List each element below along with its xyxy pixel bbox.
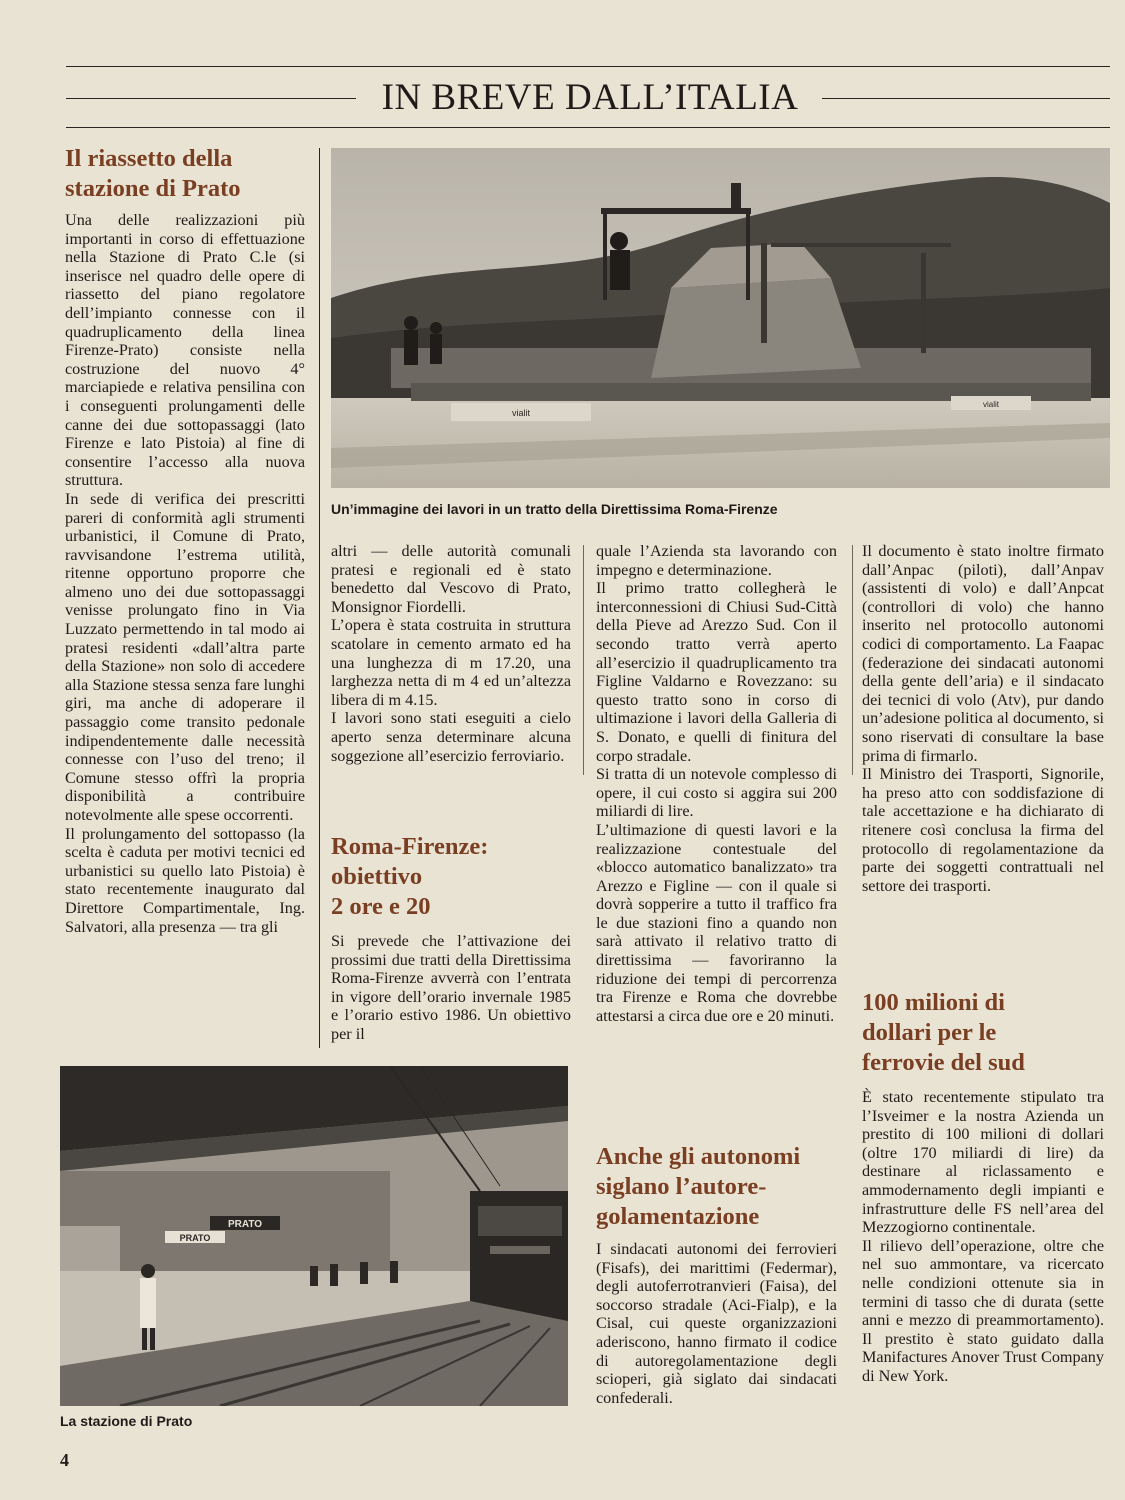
station-sign-2: PRATO xyxy=(179,1233,211,1243)
header-bottom-rule xyxy=(66,127,1110,128)
article-roma-paragraph-1-cont: quale l’Azienda sta lavorando con impegno e determinazione. xyxy=(596,542,837,579)
article-prato-paragraph-2: In sede di verifica dei prescritti pareri di conformità agli strumenti urbanistici, il Comune di Prato, ravvisandone l’estrema utilità, ritenne opportuno proporre che almeno uno dei due sottopassaggi venisse prolungato fino in Via Luzzato permettendo in tal modo ai pratesi residenti «dall’altra parte della Stazione» non solo di accedere alla Stazione stessa senza fare lunghi giri, ma anche di adoperare il passaggio come transito pedonale indipendentemente dalle necessità connesse con l’uso del treno; il Comune stesso offrì la propria disponibilità a contribuire notevolmente alle spese occorrenti. xyxy=(65,489,305,824)
article-dollari-title-line2: dollari per le xyxy=(862,1019,997,1046)
article-autonomi-paragraph-3: Il Ministro dei Trasporti, Signorile, ha preso atto con soddisfazione di tale accettazione e ha dichiarato di ritenere così conclusa la firma del protocollo di regolamentazione da parte dei soggetti contrattuali nel settore dei trasporti. xyxy=(862,765,1104,895)
column-rule-2 xyxy=(583,545,584,775)
article-autonomi-title xyxy=(596,1142,846,1232)
station-sign-1: PRATO xyxy=(227,1219,263,1230)
article-roma-paragraph-4: L’ultimazione di questi lavori e la realizzazione contestuale del «blocco automatico banalizzato» tra Arezzo e Figline — con il quale si dovrà sopperire a tutto il traffico fra le due stazioni fino a quando non sarà attivato il relativo tratto di direttissima — favoriranno la riduzione dei tempi di percorrenza tra Firenze e Roma che dovrebbe attestarsi a circa due ore e 20 minuti. xyxy=(596,820,837,1025)
article-prato-body xyxy=(65,211,305,936)
column-rule-1 xyxy=(319,148,320,1048)
article-autonomi-paragraph-2: Il documento è stato inoltre firmato dall’Anpac (piloti), dall’Anpav (assistenti di volo) e dall’Anpcat (controllori di volo) che hanno inserito nel protocollo autonomi codici di comportamento. La Faapac (federazione dei sindacati autonomi della gente dell’aria) e il sindacato dei tecnici di volo (Atv), pur dando un’adesione politica al documento, si sono riservati di consultare la base prima di firmarlo. xyxy=(862,542,1104,765)
article-dollari-title-line1: 100 milioni di xyxy=(862,989,1005,1016)
header-right-rule xyxy=(822,98,1110,99)
photo-construction xyxy=(331,148,1110,488)
article-dollari-title-line3: ferrovie del sud xyxy=(862,1049,1025,1076)
photo-prato-station xyxy=(60,1066,568,1406)
article-autonomi-title-line1: Anche gli autonomi xyxy=(596,1143,801,1170)
article-roma-continuation xyxy=(596,542,837,1025)
article-prato-continuation xyxy=(331,542,571,765)
article-roma-paragraph-1: Si prevede che l’attivazione dei prossimi due tratti della Direttissima Roma-Firenze avverrà con l’entrata in vigore dell’orario invernale 1985 e l’orario estivo 1986. Un obiettivo per il xyxy=(331,932,571,1043)
article-roma-title-line2: obiettivo xyxy=(331,863,423,890)
article-autonomi-continuation xyxy=(862,542,1104,895)
construction-machine-illustration xyxy=(331,148,1110,488)
section-title: IN BREVE DALL’ITALIA xyxy=(360,76,820,120)
article-autonomi-body-start xyxy=(596,1240,837,1407)
machine-label-1: vialit xyxy=(511,408,531,418)
article-roma-title-line1: Roma-Firenze: xyxy=(331,833,489,860)
article-autonomi-title-line2: siglano l’autore- xyxy=(596,1173,767,1200)
article-prato-title xyxy=(65,144,315,204)
article-roma-paragraph-3: Si tratta di un notevole complesso di opere, il cui costo si aggira sui 200 miliardi di lire. xyxy=(596,765,837,821)
article-roma-body-start xyxy=(331,932,571,1044)
article-roma-paragraph-2: Il primo tratto collegherà le interconnessioni di Chiusi Sud-Città della Pieve ad Arezzo Sud. Con il secondo tratto verrà aperto all’esercizio il quadruplicamento tra Figline Valdarno e Rovezzano: su questo tratto sono in corso di ultimazione i lavori della Galleria di S. Donato, e quelli di finitura del corpo stradale. xyxy=(596,579,837,765)
header-top-rule xyxy=(66,66,1110,67)
page-number: 4 xyxy=(60,1450,69,1470)
article-roma-title xyxy=(331,832,571,922)
article-roma-title-line3: 2 ore e 20 xyxy=(331,893,431,920)
article-prato-paragraph-1: Una delle realizzazioni più importanti in corso di effettuazione nella Stazione di Prato C.le (si inserisce nel quadro delle opere di riassetto del piano regolatore dell’impianto connesse con il quadruplicamento della linea Firenze-Prato) consiste nella costruzione del nuovo 4° marciapiede e relativa pensilina con i conseguenti prolungamenti delle canne dei due sottopassaggi (lato Firenze e lato Pistoia) al fine di consentire l’accesso alla nuova struttura. xyxy=(65,211,305,490)
article-prato-paragraph-3: Il prolungamento del sottopasso (la scelta è caduta per motivi tecnici ed urbanistici su quello lato Pistoia) è stato recentemente inaugurato dal Direttore Compartimentale, Ing. Salvatori, alla presenza — tra gli xyxy=(65,824,305,936)
article-prato-title-line2: stazione di Prato xyxy=(65,175,241,202)
article-prato-title-line1: Il riassetto della xyxy=(65,145,233,172)
article-prato-continuation-2: L’opera è stata costruita in struttura scatolare in cemento armato ed ha una lunghezza di m 17.20, una larghezza netta di m 4 ed un’altezza libera di m 4.15. xyxy=(331,616,571,709)
column-rule-3 xyxy=(852,545,853,775)
header-left-rule xyxy=(66,98,356,99)
article-dollari-paragraph-1: È stato recentemente stipulato tra l’Isveimer e la nostra Azienda un prestito di 100 milioni di dollari (oltre 170 miliardi di lire) da destinare al riclassamento e ammodernamento degli impianti e infrastrutture delle FS nell’area del Mezzogiorno continentale. xyxy=(862,1088,1104,1237)
article-dollari-body xyxy=(862,1088,1104,1386)
photo-prato-station-caption: La stazione di Prato xyxy=(60,1413,193,1429)
machine-label-2: vialit xyxy=(982,400,1000,409)
article-dollari-paragraph-2: Il rilievo dell’operazione, oltre che nel suo ammontare, va ricercato nelle condizioni ottenute sia in termini di tasso che di durata (sette anni e mezzo di preammortamento). Il prestito è stato guidato dalla Manifactures Anover Trust Company di New York. xyxy=(862,1236,1104,1385)
article-prato-continuation-3: I lavori sono stati eseguiti a cielo aperto senza determinare alcuna soggezione all’esercizio ferroviario. xyxy=(331,709,571,765)
article-dollari-title xyxy=(862,988,1107,1078)
article-autonomi-paragraph-1: I sindacati autonomi dei ferrovieri (Fisafs), dei marittimi (Federmar), degli autoferrotranvieri (Faisa), del soccorso stradale (Aci-Fialp), e la Cisal, cui queste organizzazioni aderiscono, hanno firmato il codice di autoregolamentazione degli scioperi, già siglato dai sindacati confederali. xyxy=(596,1240,837,1407)
article-autonomi-title-line3: golamentazione xyxy=(596,1203,760,1230)
photo-construction-caption: Un’immagine dei lavori in un tratto della Direttissima Roma-Firenze xyxy=(331,501,778,517)
article-prato-continuation-1: altri — delle autorità comunali pratesi e regionali ed è stato benedetto dal Vescovo di Prato, Monsignor Fiordelli. xyxy=(331,542,571,616)
station-illustration xyxy=(60,1066,568,1406)
